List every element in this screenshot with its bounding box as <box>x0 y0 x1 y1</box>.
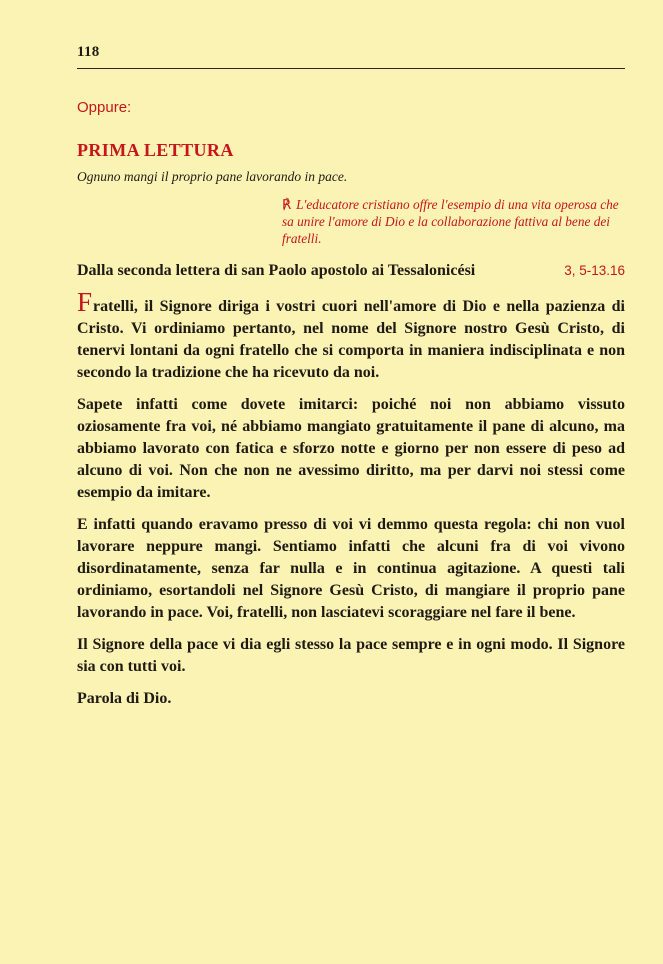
scripture-reference: 3, 5-13.16 <box>564 263 625 278</box>
reading-source <box>77 262 625 280</box>
response-icon: ℟ <box>282 197 292 212</box>
page-number: 118 <box>77 44 100 60</box>
reading-body <box>77 287 625 720</box>
drop-cap: F <box>77 287 93 317</box>
running-head <box>77 44 625 69</box>
paragraph-4: Il Signore della pace vi dia egli stesso la pace sempre e in ogni modo. Il Signore sia con tutti voi. <box>77 636 625 675</box>
rubric-text: L'educatore cristiano offre l'esempio di una vita operosa che sa unire l'amore di Dio e la collaborazione fattiva al bene dei fratelli. <box>282 197 619 246</box>
source-text: Dalla seconda lettera di san Paolo apostolo ai Tessalonicési <box>77 262 476 279</box>
paragraph-3: E infatti quando eravamo presso di voi vi demmo questa regola: chi non vuol lavorare neppure mangi. Sentiamo infatti che alcuni fra di voi vivono disordinatamente, senza far nulla e in continua agitazione. A questi tali ordiniamo, esortandoli nel Signore Gesù Cristo, di mangiare il proprio pane lavorando in pace. Voi, fratelli, non lasciatevi scoraggiare nel fare il bene. <box>77 516 625 621</box>
reading-summary: Ognuno mangi il proprio pane lavorando in pace. <box>77 169 348 184</box>
paragraph-1-text: ratelli, il Signore diriga i vostri cuori nell'amore di Dio e nella pazienza di Cristo. Vi ordiniamo pertanto, nel nome del Signore nostro Gesù Cristo, di tenervi lontani da ogni fratello che si comporta in maniera indisciplinata e non secondo la tradizione che ha ricevuto da noi. <box>77 298 625 381</box>
closing-acclamation: Parola di Dio. <box>77 690 172 707</box>
rubric-note <box>282 196 626 247</box>
paragraph-1 <box>77 287 625 384</box>
alternative-label: Oppure: <box>77 99 132 116</box>
paragraph-2: Sapete infatti come dovete imitarci: poiché noi non abbiamo vissuto oziosamente fra voi, né abbiamo mangiato gratuitamente il pane di alcuno, ma abbiamo lavorato con fatica e sforzo notte e giorno per non essere di peso ad alcuno di voi. Non che non ne avessimo diritto, ma per darvi noi stessi come esempio da imitare. <box>77 396 625 501</box>
reading-title: PRIMA LETTURA <box>77 140 234 160</box>
